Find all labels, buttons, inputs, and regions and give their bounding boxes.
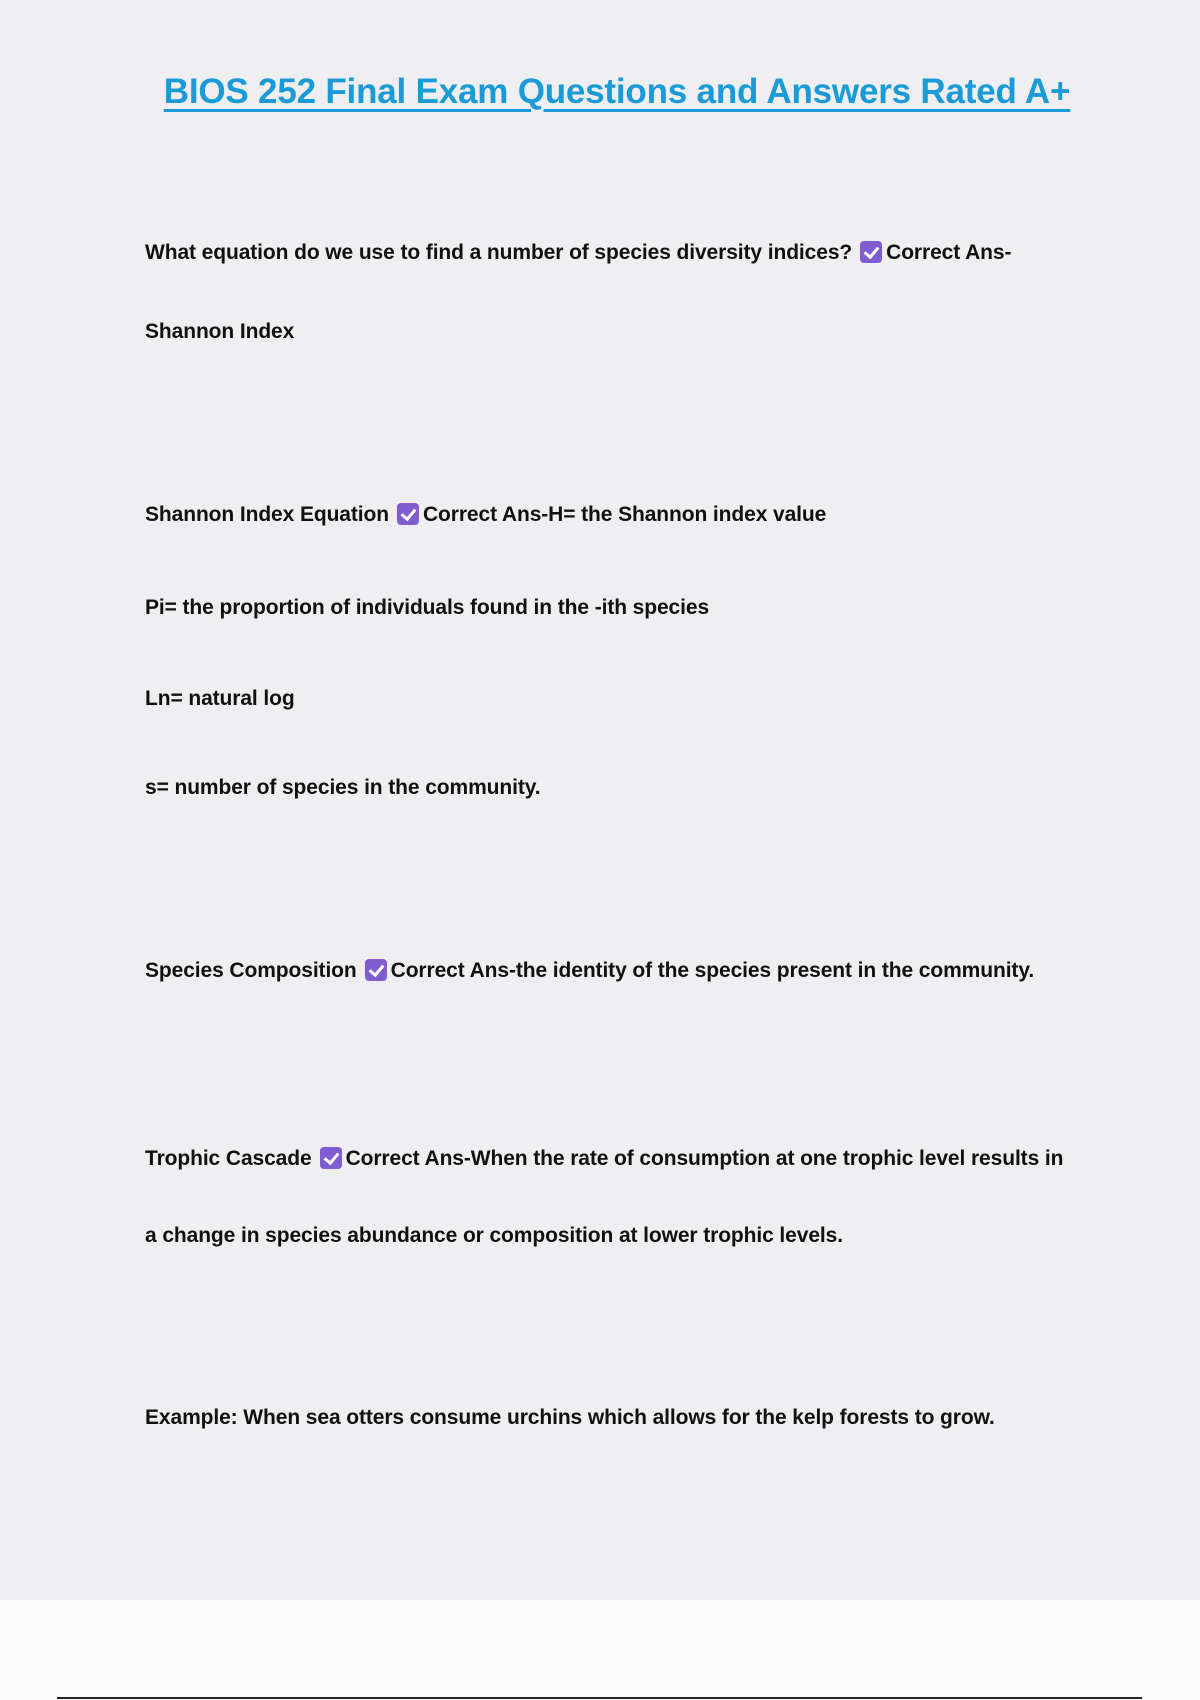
qa-item-2 — [145, 501, 826, 529]
checkbox-checked-icon — [397, 503, 419, 525]
qa-item-3 — [145, 957, 1034, 985]
page-footer — [0, 1600, 1200, 1700]
answer-text: Correct Ans-When the rate of consumption at one trophic level results in — [345, 1147, 1064, 1170]
answer-line: a change in species abundance or composition at lower trophic levels. — [145, 1224, 843, 1247]
question-text: Species Composition — [145, 959, 357, 982]
question-text: Shannon Index Equation — [145, 503, 389, 526]
footer-divider — [57, 1697, 1142, 1699]
question-text: Trophic Cascade — [145, 1147, 312, 1170]
answer-line: Shannon Index — [145, 320, 295, 343]
answer-line: Ln= natural log — [145, 687, 295, 710]
answer-line: Example: When sea otters consume urchins which allows for the kelp forests to grow. — [145, 1406, 995, 1429]
answer-text: Correct Ans-H= the Shannon index value — [422, 503, 827, 526]
checkbox-checked-icon — [320, 1147, 342, 1169]
checkbox-checked-icon — [860, 241, 882, 263]
answer-text: Correct Ans- — [886, 241, 1012, 264]
question-text: What equation do we use to find a number of species diversity indices? — [145, 241, 853, 264]
answer-line: s= number of species in the community. — [145, 776, 541, 799]
document-title: BIOS 252 Final Exam Questions and Answers Rated A+ — [163, 72, 1071, 111]
qa-item-1 — [145, 239, 1011, 267]
answer-text: Correct Ans-the identity of the species present in the community. — [390, 959, 1035, 982]
checkbox-checked-icon — [365, 959, 387, 981]
answer-line: Pi= the proportion of individuals found in the -ith species — [145, 596, 710, 619]
qa-item-4 — [145, 1145, 1063, 1173]
